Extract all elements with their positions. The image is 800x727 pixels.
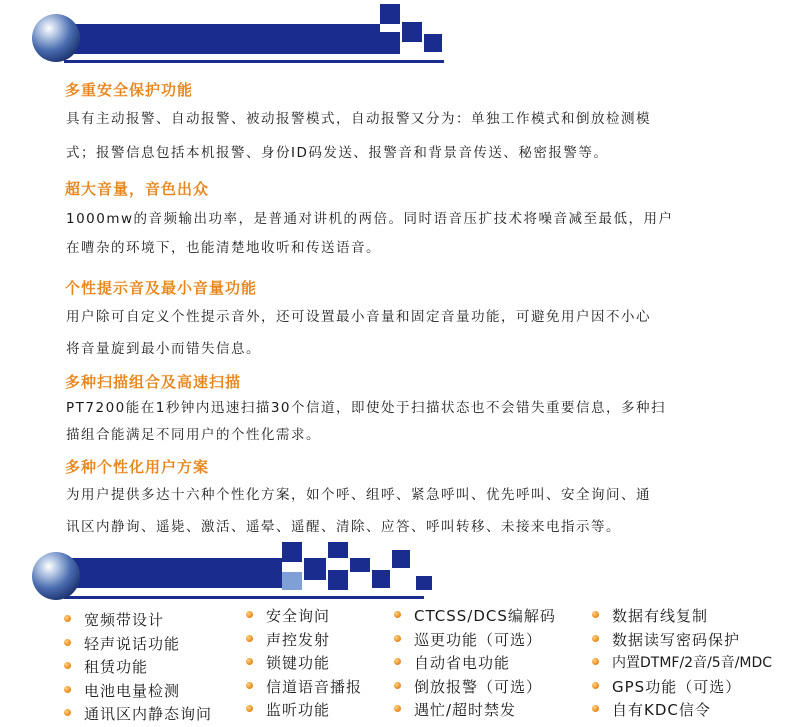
bullet-dot-icon (592, 635, 599, 642)
feature-text-1-line-2: 式；报警信息包括本机报警、身份ID码发送、报警音和背景音传送、秘密报警等。 (66, 145, 609, 161)
list-item: 声控发射 (246, 629, 362, 653)
banner-underline (64, 60, 444, 63)
feature-text-4-line-2: 描组合能满足不同用户的个性化需求。 (66, 427, 321, 443)
feature-text-4-line-1: PT7200能在1秒钟内迅速扫描30个信道，即使处于扫描状态也不会错失重要信息，多种扫 (66, 400, 667, 416)
bullet-dot-icon (246, 658, 253, 665)
banner-advantages (0, 0, 800, 64)
feature-text-5-line-2: 讯区内静询、遥毙、激活、遥晕、遥醒、清除、应答、呼叫转移、未接来电指示等。 (66, 519, 621, 535)
bullet-dot-icon (64, 615, 71, 622)
list-item: 电池电量检测 (64, 680, 212, 704)
sphere-icon (32, 552, 80, 600)
decor-square (424, 34, 442, 52)
bullet-dot-icon (394, 611, 401, 618)
decor-square (372, 570, 390, 588)
bullet-dot-icon (246, 705, 253, 712)
bullet-dot-icon (64, 662, 71, 669)
regular-column-3 (394, 605, 556, 723)
decor-square (328, 570, 348, 590)
feature-title-2: 超大音量，音色出众 (65, 180, 210, 198)
banner-regular (0, 540, 800, 604)
list-item: 内置DTMF/2音/5音/MDC (592, 652, 772, 676)
feature-text-3-line-1: 用户除可自定义个性提示音外，还可设置最小音量和固定音量功能，可避免用户因不小心 (66, 309, 651, 325)
decor-square (328, 542, 348, 558)
list-item: 自动省电功能 (394, 652, 556, 676)
list-item: 锁键功能 (246, 652, 362, 676)
banner-bar (64, 558, 282, 588)
bullet-dot-icon (246, 635, 253, 642)
list-item: 安全询问 (246, 605, 362, 629)
banner-bar (64, 24, 380, 54)
decor-square (380, 4, 400, 24)
regular-column-2 (246, 605, 362, 723)
feature-title-5: 多种个性化用户方案 (65, 458, 210, 476)
list-item: GPS功能（可选） (592, 676, 772, 700)
feature-text-3-line-2: 将音量旋到最小而错失信息。 (66, 341, 261, 357)
bullet-dot-icon (246, 682, 253, 689)
decor-square (402, 22, 422, 42)
bullet-dot-icon (394, 682, 401, 689)
feature-title-4: 多种扫描组合及高速扫描 (65, 373, 242, 391)
decor-square (350, 558, 370, 572)
decor-square (380, 32, 400, 54)
bullet-dot-icon (64, 709, 71, 716)
list-item: 通讯区内静态询问 (64, 703, 212, 727)
bullet-dot-icon (592, 658, 599, 665)
list-item: 倒放报警（可选） (394, 676, 556, 700)
banner-underline (64, 596, 424, 599)
list-item: 监听功能 (246, 699, 362, 723)
decor-square (282, 542, 302, 562)
bullet-dot-icon (394, 635, 401, 642)
regular-column-4 (592, 605, 772, 723)
bullet-dot-icon (592, 705, 599, 712)
list-item: 自有KDC信令 (592, 699, 772, 723)
sphere-icon (32, 14, 80, 62)
bullet-dot-icon (592, 682, 599, 689)
regular-column-1 (64, 609, 212, 727)
feature-title-1: 多重安全保护功能 (65, 81, 194, 99)
list-item: 遇忙/超时禁发 (394, 699, 556, 723)
bullet-dot-icon (592, 611, 599, 618)
list-item: 数据读写密码保护 (592, 629, 772, 653)
list-item: 信道语音播报 (246, 676, 362, 700)
bullet-dot-icon (64, 686, 71, 693)
feature-text-2-line-2: 在嘈杂的环境下，也能清楚地收听和传送语音。 (66, 240, 381, 256)
decor-square (304, 558, 326, 580)
feature-text-2-line-1: 1000mw的音频输出功率，是普通对讲机的两倍。同时语音压扩技术将噪音减至最低，用户 (66, 211, 674, 227)
decor-square (392, 550, 410, 568)
bullet-dot-icon (246, 611, 253, 618)
list-item: 租赁功能 (64, 656, 212, 680)
decor-square (416, 576, 432, 590)
feature-text-1-line-1: 具有主动报警、自动报警、被动报警模式，自动报警又分为：单独工作模式和倒放检测模 (66, 111, 651, 127)
list-item: 数据有线复制 (592, 605, 772, 629)
list-item: 轻声说话功能 (64, 633, 212, 657)
decor-square (282, 572, 302, 590)
list-item: CTCSS/DCS编解码 (394, 605, 556, 629)
feature-title-3: 个性提示音及最小音量功能 (65, 279, 258, 297)
list-item: 宽频带设计 (64, 609, 212, 633)
bullet-dot-icon (394, 705, 401, 712)
bullet-dot-icon (394, 658, 401, 665)
bullet-dot-icon (64, 639, 71, 646)
list-item: 巡更功能（可选） (394, 629, 556, 653)
feature-text-5-line-1: 为用户提供多达十六种个性化方案，如个呼、组呼、紧急呼叫、优先呼叫、安全询问、通 (66, 487, 651, 503)
